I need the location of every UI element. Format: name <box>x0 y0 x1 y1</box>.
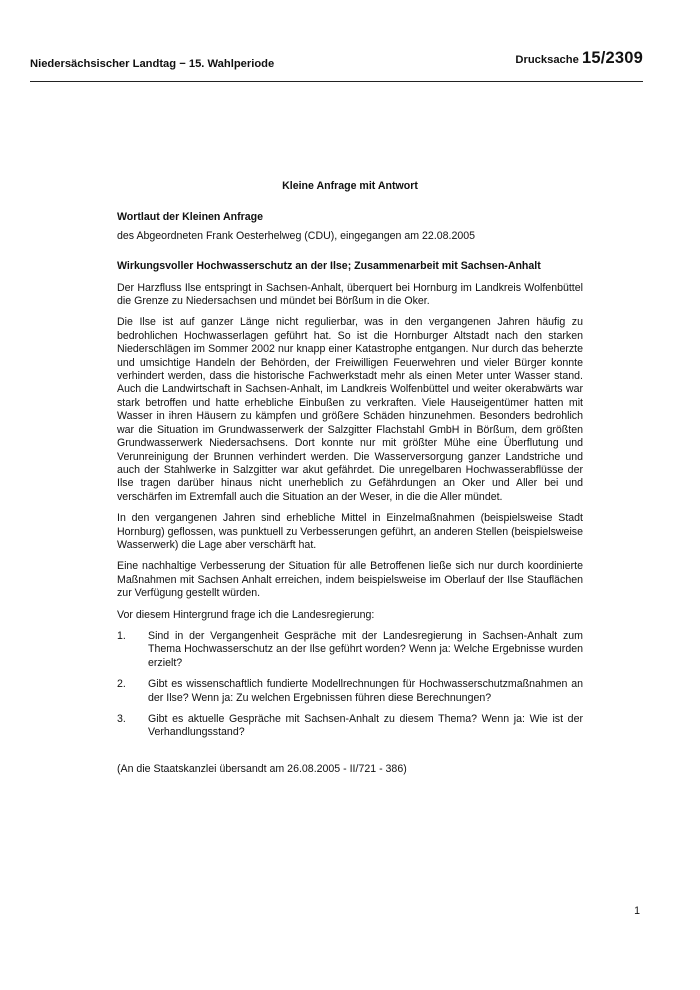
printed-matter-number <box>515 49 643 67</box>
inquiry-subject: Wirkungsvoller Hochwasserschutz an der Ilse; Zusammenarbeit mit Sachsen-Anhalt <box>117 260 541 273</box>
question-text: Gibt es aktuelle Gespräche mit Sachsen-Anhalt zu diesem Thema? Wenn ja: Wie ist der Verhandlungsstand? <box>148 713 583 739</box>
printed-matter-value: 15/2309 <box>581 49 643 67</box>
paragraph-4: Eine nachhaltige Verbesserung der Situation für alle Betroffenen ließe sich nur durch koordinierte Maßnahmen mit Sachsen Anhalt erreichen, indem beispielsweise im Oberlauf der Ilse Stauflächen zur Verfügung gestellt würden. <box>117 560 583 600</box>
paragraph-1: Der Harzfluss Ilse entspringt in Sachsen-Anhalt, überquert bei Hornburg im Landkreis Wolfenbüttel die Grenze zu Niedersachsen und mündet bei Börßum in die Oker. <box>117 281 583 308</box>
question-text: Sind in der Vergangenheit Gespräche mit der Landesregierung in Sachsen-Anhalt zum Thema Hochwasserschutz an der Ilse geführt worden? Wenn ja: Welche Ergebnisse wurden erzielt? <box>148 629 583 669</box>
question-item <box>117 713 583 740</box>
paragraph-5: Vor diesem Hintergrund frage ich die Landesregierung: <box>117 608 375 621</box>
question-number: 3. <box>117 713 126 725</box>
question-list <box>117 630 583 740</box>
question-item <box>117 630 583 670</box>
question-number: 2. <box>117 678 126 691</box>
document-title: Kleine Anfrage mit Antwort <box>282 180 418 192</box>
question-text: Gibt es wissenschaftlich fundierte Modellrechnungen für Hochwasserschutzmaßnahmen an der Ilse? Wenn ja: Zu welchen Ergebnissen führen diese Berechnungen? <box>148 678 583 704</box>
printed-matter-label: Drucksache <box>515 54 582 66</box>
page-header <box>30 49 643 74</box>
page-number: 1 <box>634 905 640 917</box>
parliament-title: Niedersächsischer Landtag − 15. Wahlperiode <box>30 58 275 70</box>
document-body <box>117 180 583 776</box>
header-divider <box>30 81 643 82</box>
paragraph-2: Die Ilse ist auf ganzer Länge nicht regulierbar, was in den vergangenen Jahren häufig zu bedrohlichen Hochwasserlagen geführt hat. So ist die Hornburger Altstadt nach den starken Niederschlägen im Sommer 2002 nur knapp einer Katastrophe entgangen. Nur durch das beherzte und umsichtige Handeln der Behörden, der Freiwilligen Feuerwehren und vieler Bürger konnte verhindert werden, dass die historische Fachwerkstadt mehr als einen Meter unter Wasser stand. Auch die Landwirtschaft in Sachsen-Anhalt, im Landkreis Wolfenbüttel und weiter okerabwärts war stark betroffen und hatte erhebliche Einbußen zu verkraften. Viele Hauseigentümer hatten mit Wasser in ihren Häusern zu kämpfen und größere Schäden hinzunehmen. Besonders bedrohlich war die Situation im Grundwasserwerk der Salzgitter Flachstahl GmbH in Börßum, dem größten Grundwasserwerk Niedersachsens. Dort konnte nur mit größter Mühe eine Überflutung und Verunreinigung der Brunnen verhindert werden. Die Wasserversorgung ganzer Landstriche und auch der Stahlwerke in Salzgitter war akut gefährdet. Die unregelbaren Hochwasserabflüsse der Ilse tragen darüber hinaus nicht unerheblich zu Gefährdungen an Oker und Aller bei und verschärfen im Extremfall auch die Situation an der Weser, in die die Aller mündet. <box>117 316 583 503</box>
question-item <box>117 678 583 705</box>
submission-meta: des Abgeordneten Frank Oesterhelweg (CDU), eingegangen am 22.08.2005 <box>117 229 476 242</box>
section-heading: Wortlaut der Kleinen Anfrage <box>117 211 263 224</box>
question-number: 1. <box>117 629 126 642</box>
transmission-note: (An die Staatskanzlei übersandt am 26.08.2005 - II/721 - 386) <box>117 762 407 775</box>
paragraph-3: In den vergangenen Jahren sind erhebliche Mittel in Einzelmaßnahmen (beispielsweise Stadt Hornburg) geflossen, was punktuell zu Verbesserungen geführt, an anderen Stellen (beispielsweise Wasserwerk) die Lage aber verschärft hat. <box>117 512 583 551</box>
